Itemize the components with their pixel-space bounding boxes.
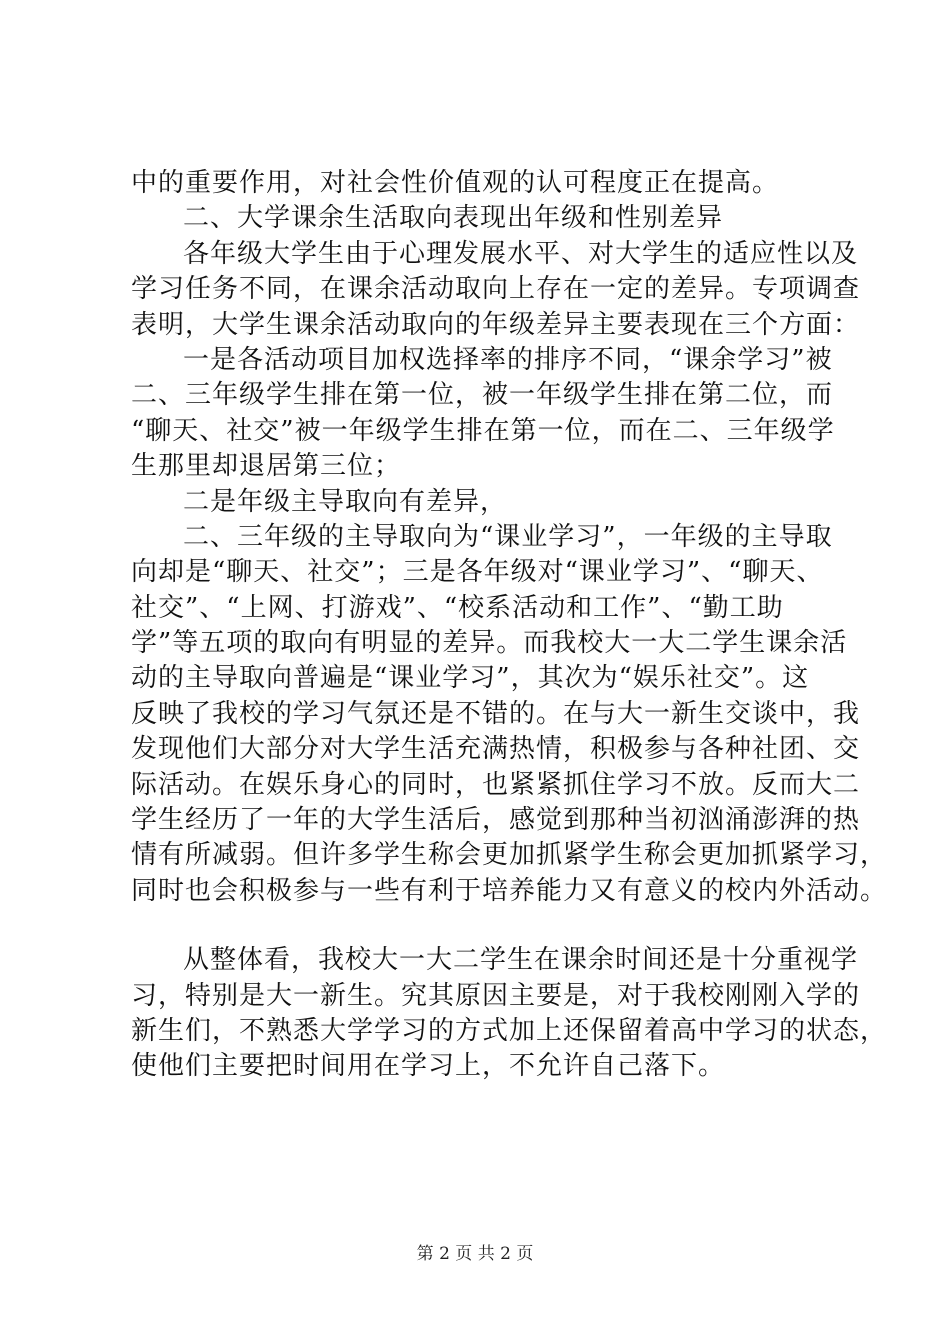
body-line: 同时也会积极参与一些有利于培养能力又有意义的校内外活动。	[131, 875, 888, 906]
body-line: 二、三年级学生排在第一位，被一年级学生排在第二位，而	[131, 380, 834, 411]
body-line: 新生们，不熟悉大学学习的方式加上还保留着高中学习的状态，	[131, 1015, 888, 1046]
body-line: 学”等五项的取向有明显的差异。而我校大一大二学生课余活	[131, 628, 848, 659]
body-line: 各年级大学生由于心理发展水平、对大学生的适应性以及	[183, 238, 859, 269]
body-line: 从整体看，我校大一大二学生在课余时间还是十分重视学	[183, 945, 859, 976]
body-line: 社交”、“上网、打游戏”、“校系活动和工作”、“勤工助	[131, 592, 784, 623]
body-line: 使他们主要把时间用在学习上，不允许自己落下。	[131, 1051, 726, 1082]
page-number-footer: 第 2 页 共 2 页	[416, 1244, 534, 1264]
body-line: 习，特别是大一新生。究其原因主要是，对于我校刚刚入学的	[131, 980, 861, 1011]
body-line: 发现他们大部分对大学生活充满热情，积极参与各种社团、交	[131, 734, 861, 765]
body-line: 生那里却退居第三位；	[131, 451, 402, 482]
body-line: 动的主导取向普遍是“课业学习”，其次为“娱乐社交”。这	[131, 663, 810, 694]
body-line: “聊天、社交”被一年级学生排在第一位，而在二、三年级学	[131, 415, 835, 446]
body-line: 表明，大学生课余活动取向的年级差异主要表现在三个方面：	[131, 309, 861, 340]
section-heading: 二、大学课余生活取向表现出年级和性别差异	[183, 203, 724, 234]
paragraph-gap	[131, 909, 851, 943]
body-line: 二、三年级的主导取向为“课业学习”，一年级的主导取	[183, 521, 833, 552]
body-line: 反映了我校的学习气氛还是不错的。在与大一新生交谈中，我	[131, 698, 861, 729]
document-body	[131, 166, 888, 1085]
body-line: 一是各活动项目加权选择率的排序不同，“课余学习”被	[183, 344, 833, 375]
body-line: 学生经历了一年的大学生活后，感觉到那种当初汹涌澎湃的热	[131, 805, 861, 836]
body-line: 学习任务不同，在课余活动取向上存在一定的差异。专项调查	[131, 274, 861, 305]
body-line: 二是年级主导取向有差异，	[183, 486, 508, 517]
body-line: 中的重要作用，对社会性价值观的认可程度正在提高。	[131, 168, 780, 198]
body-line: 向却是“聊天、社交”；三是各年级对“课业学习”、“聊天、	[131, 557, 824, 588]
body-line: 际活动。在娱乐身心的同时，也紧紧抓住学习不放。反而大二	[131, 769, 861, 800]
body-line: 情有所减弱。但许多学生称会更加抓紧学生称会更加抓紧学习，	[131, 840, 888, 871]
